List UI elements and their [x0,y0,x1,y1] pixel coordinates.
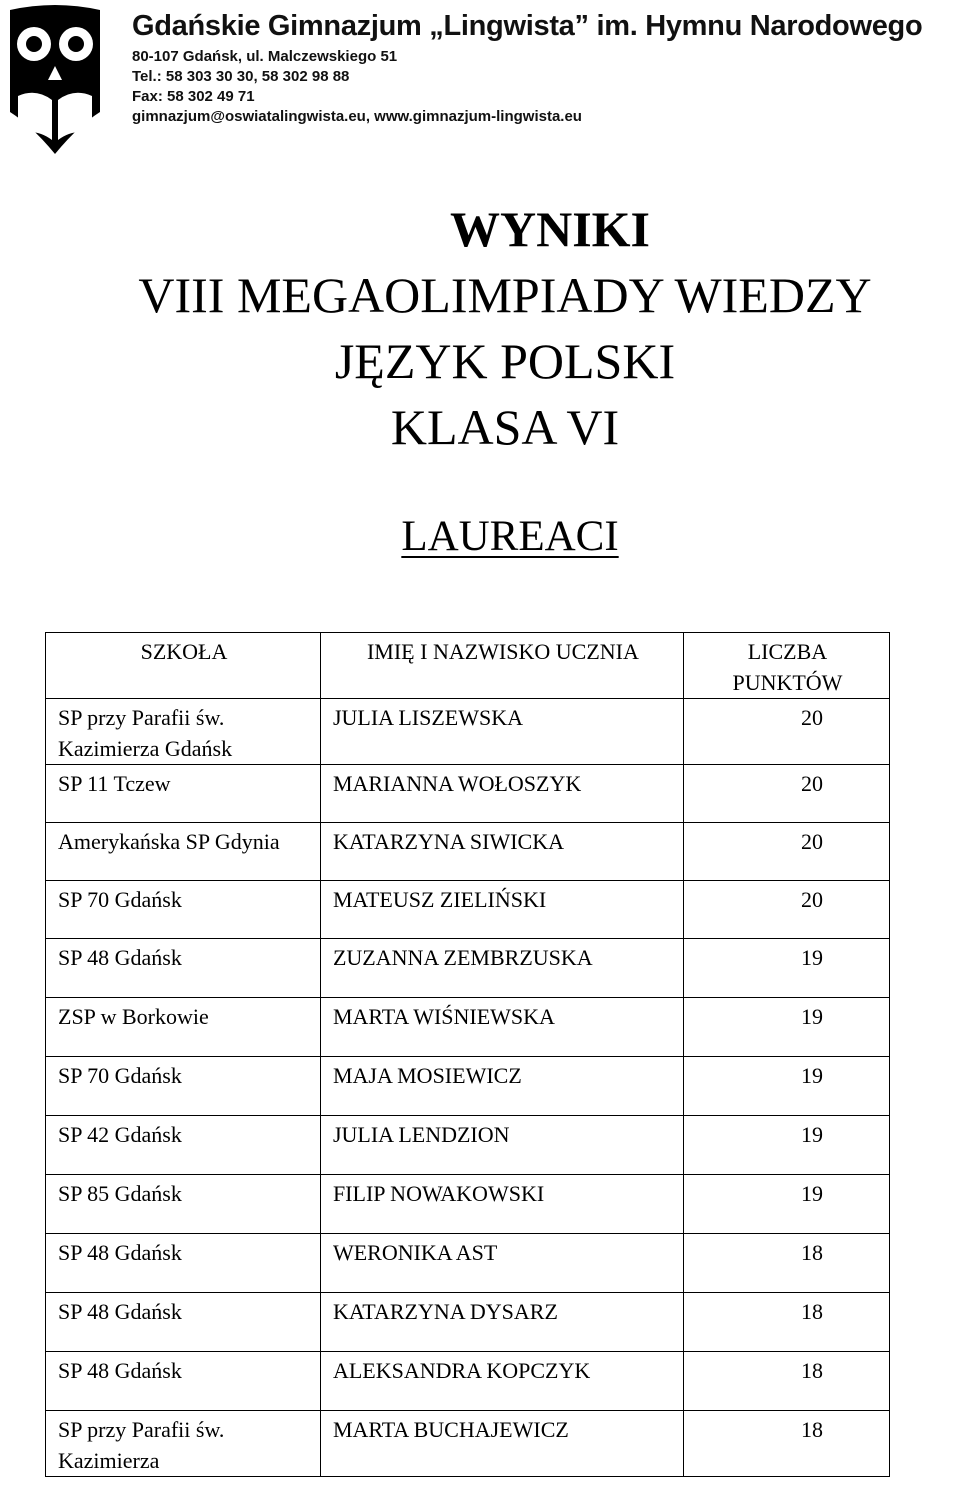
cell-points: 18 [683,1234,889,1293]
cell-student: JULIA LENDZION [320,1116,683,1175]
table-row [46,765,890,823]
header-school: SZKOŁA [46,633,321,699]
table-header-row [46,633,890,699]
section-heading-text: LAUREACI [401,513,619,560]
title-line-2: VIII MEGAOLIMPIADY WIEDZY [138,267,872,323]
table-row [46,823,890,881]
document-title [0,196,960,460]
cell-student: MARTA BUCHAJEWICZ [320,1411,683,1477]
cell-student: MARIANNA WOŁOSZYK [320,765,683,823]
owl-book-logo-icon [4,4,106,164]
cell-points: 18 [683,1352,889,1411]
cell-school: SP 48 Gdańsk [46,1352,321,1411]
school-name: Gdańskie Gimnazjum „Lingwista” im. Hymnu Narodowego [132,10,923,42]
cell-points: 19 [683,1057,889,1116]
cell-student: JULIA LISZEWSKA [320,699,683,765]
cell-points: 18 [683,1293,889,1352]
cell-school: SP 42 Gdańsk [46,1116,321,1175]
table-row [46,1411,890,1477]
cell-student: WERONIKA AST [320,1234,683,1293]
cell-student: MATEUSZ ZIELIŃSKI [320,881,683,939]
cell-student: KATARZYNA SIWICKA [320,823,683,881]
cell-points: 20 [683,765,889,823]
cell-school: SP 48 Gdańsk [46,1293,321,1352]
cell-points: 19 [683,1175,889,1234]
cell-student: MAJA MOSIEWICZ [320,1057,683,1116]
cell-school: SP przy Parafii św. Kazimierza Gdańsk [46,699,321,765]
cell-points: 20 [683,699,889,765]
table-row [46,699,890,765]
cell-points: 20 [683,823,889,881]
cell-points: 19 [683,998,889,1057]
table-row [46,1234,890,1293]
cell-student: KATARZYNA DYSARZ [320,1293,683,1352]
cell-school: SP przy Parafii św. Kazimierza [46,1411,321,1477]
title-line-4: KLASA VI [390,399,620,455]
cell-school: SP 48 Gdańsk [46,1234,321,1293]
table-row [46,1352,890,1411]
school-phone: Tel.: 58 303 30 30, 58 302 98 88 [132,68,350,85]
header-points: LICZBA PUNKTÓW [683,633,889,699]
cell-student: ALEKSANDRA KOPCZYK [320,1352,683,1411]
title-line-1: WYNIKI [449,201,651,257]
cell-school: Amerykańska SP Gdynia [46,823,321,881]
school-contact: gimnazjum@oswiatalingwista.eu, www.gimnazjum-lingwista.eu [132,108,582,125]
cell-school: SP 70 Gdańsk [46,1057,321,1116]
table-row [46,881,890,939]
school-fax: Fax: 58 302 49 71 [132,88,255,105]
title-line-3: JĘZYK POLSKI [334,333,676,389]
results-table [45,632,890,1477]
cell-points: 19 [683,939,889,998]
cell-student: ZUZANNA ZEMBRZUSKA [320,939,683,998]
cell-student: MARTA WIŚNIEWSKA [320,998,683,1057]
cell-school: SP 85 Gdańsk [46,1175,321,1234]
cell-school: SP 11 Tczew [46,765,321,823]
table-row [46,1175,890,1234]
letterhead [0,0,960,170]
table-row [46,939,890,998]
cell-school: ZSP w Borkowie [46,998,321,1057]
cell-points: 20 [683,881,889,939]
table-row [46,998,890,1057]
table-row [46,1116,890,1175]
cell-school: SP 70 Gdańsk [46,881,321,939]
cell-student: FILIP NOWAKOWSKI [320,1175,683,1234]
cell-school: SP 48 Gdańsk [46,939,321,998]
section-heading [0,512,960,561]
school-address: 80-107 Gdańsk, ul. Malczewskiego 51 [132,48,398,65]
header-student: IMIĘ I NAZWISKO UCZNIA [320,633,683,699]
table-row [46,1293,890,1352]
cell-points: 18 [683,1411,889,1477]
table-row [46,1057,890,1116]
cell-points: 19 [683,1116,889,1175]
